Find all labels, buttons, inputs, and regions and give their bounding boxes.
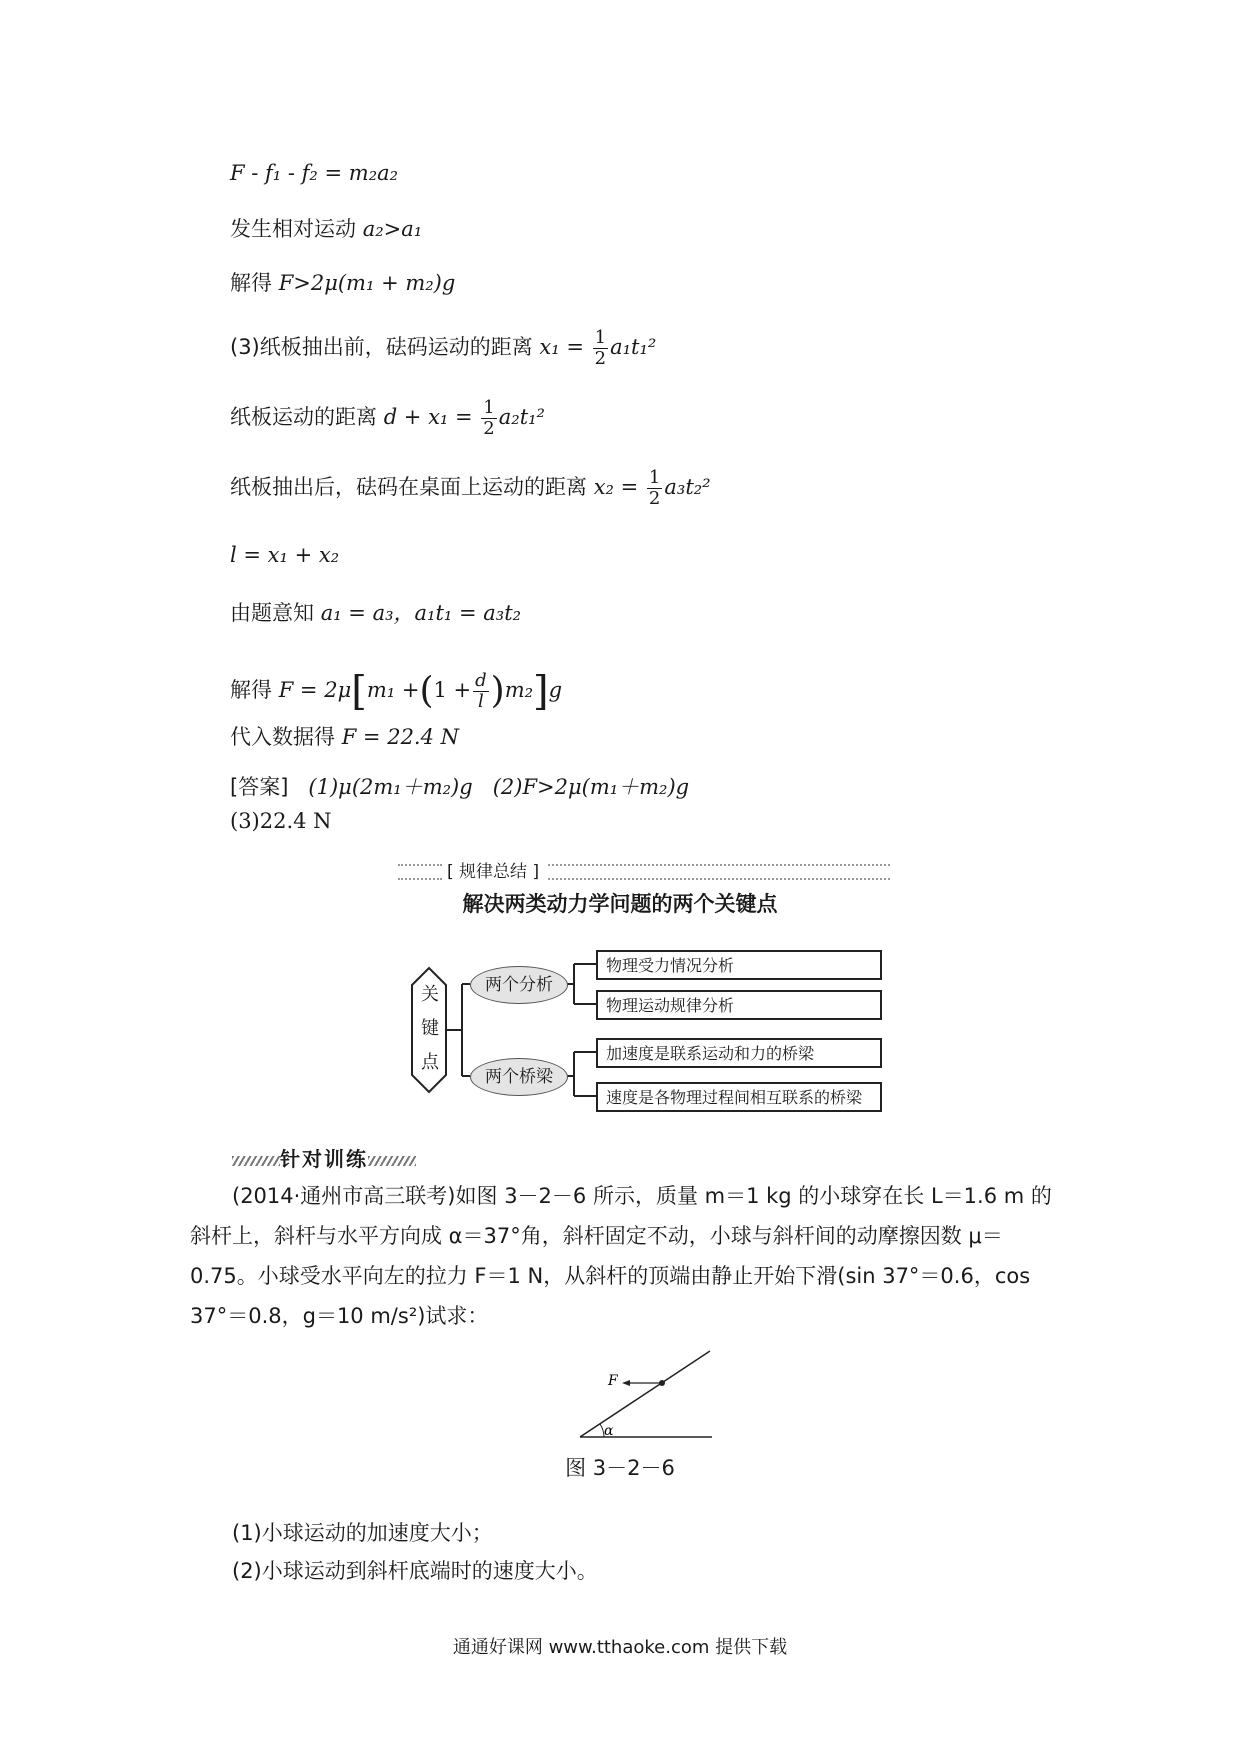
- solve2-pre: F = 2μ: [278, 678, 352, 702]
- branch-analysis: 两个分析: [470, 966, 568, 1004]
- solve2-mid: m₁ +: [366, 678, 420, 702]
- given-expr: a₁ = a₃，a₁t₁ = a₃t₂: [320, 601, 522, 625]
- training-title: 针对训练: [232, 1143, 416, 1172]
- solve2-g: g: [548, 678, 563, 702]
- step3-rhs: a₁t₁²: [610, 335, 657, 359]
- board-rhs: a₂t₁²: [498, 405, 545, 429]
- summary-tag: [ 规律总结 ]: [443, 857, 543, 882]
- root-node: 关 键 点: [421, 984, 439, 1073]
- alpha-label: α: [604, 1423, 614, 1439]
- half-fraction: $\frac{1}{2}$: [594, 327, 607, 369]
- incline-rod: [580, 1351, 710, 1437]
- board-lhs: d + x₁ =: [383, 405, 473, 429]
- d-over-l-fraction: $\frac{d}{l}$: [475, 670, 487, 712]
- force-arrowhead: [622, 1380, 630, 1386]
- solve2-text: 解得: [230, 678, 279, 702]
- solve1-expr: F>2μ(m₁ + m₂)g: [278, 271, 456, 295]
- after-text: 纸板抽出后，砝码在桌面上运动的距离: [230, 475, 594, 499]
- solve2-one: 1 +: [433, 678, 472, 702]
- training-problem: [190, 1176, 1060, 1336]
- board-text: 纸板运动的距离: [230, 405, 384, 429]
- answer-1: (1)μ(2m₁＋m₂)g: [308, 775, 473, 799]
- step3-lhs: x₁ =: [539, 335, 584, 359]
- solve1-text: 解得: [230, 271, 279, 295]
- given-text: 由题意知: [230, 601, 321, 625]
- after-lhs: x₂ =: [593, 475, 639, 499]
- branch-bridge: 两个桥梁: [470, 1058, 568, 1096]
- half-fraction: $\frac{1}{2}$: [483, 397, 495, 439]
- summary-title: 解决两类动力学问题的两个关键点: [462, 892, 778, 916]
- question-2: (2)小球运动到斜杆底端时的速度大小。: [232, 1559, 598, 1583]
- answer-2: (2)F>2μ(m₁＋m₂)g: [492, 775, 690, 799]
- leaf-acceleration-bridge: 加速度是联系运动和力的桥梁: [596, 1038, 882, 1068]
- sub-text: 代入数据得: [230, 725, 342, 749]
- figure-caption: 图 3－2－6: [565, 1456, 675, 1480]
- half-fraction: $\frac{1}{2}$: [648, 467, 661, 509]
- answer-3: (3)22.4 N: [230, 809, 332, 833]
- incline-figure: [570, 1345, 720, 1445]
- solve2-post: m₂: [504, 678, 534, 702]
- after-rhs: a₃t₂²: [664, 475, 711, 499]
- page-footer: 通通好课网 www.tthaoke.com 提供下载: [452, 1637, 788, 1658]
- cond-text: 发生相对运动: [230, 217, 363, 241]
- question-1: (1)小球运动的加速度大小；: [232, 1521, 493, 1545]
- problem-text: 如图 3－2－6 所示，质量 m＝1 kg 的小球穿在长 L＝1.6 m 的斜杆上，斜杆与水平方向成 α＝37°角，斜杆固定不动，小球与斜杆间的动摩擦因数 μ＝0.75。小球受水平向左的拉力 F＝1 N，从斜杆的顶端由静止开始下滑(sin 37°＝0.6，cos 37°＝0.8，g＝10 m/s²)试求：: [190, 1184, 1052, 1328]
- problem-source: (2014·通州市高三联考): [232, 1184, 456, 1208]
- force-label: F: [608, 1373, 618, 1389]
- answer-label: [答案]: [230, 775, 289, 799]
- leaf-velocity-bridge: 速度是各物理过程间相互联系的桥梁: [596, 1082, 882, 1112]
- eq-l: l = x₁ + x₂: [230, 543, 340, 567]
- sub-expr: F = 22.4 N: [341, 725, 460, 749]
- cond-expr: a₂>a₁: [362, 217, 423, 241]
- eq1-text: F - f₁ - f₂ = m₂a₂: [230, 161, 399, 185]
- leaf-motion-analysis: 物理运动规律分析: [596, 990, 882, 1020]
- solve-line-2: 解得 F = 2μ[m₁ +(1 + $\frac{d}{l}$ )m₂]g: [230, 668, 563, 715]
- step3-text: (3)纸板抽出前，砝码运动的距离: [230, 335, 540, 359]
- leaf-force-analysis: 物理受力情况分析: [596, 950, 882, 980]
